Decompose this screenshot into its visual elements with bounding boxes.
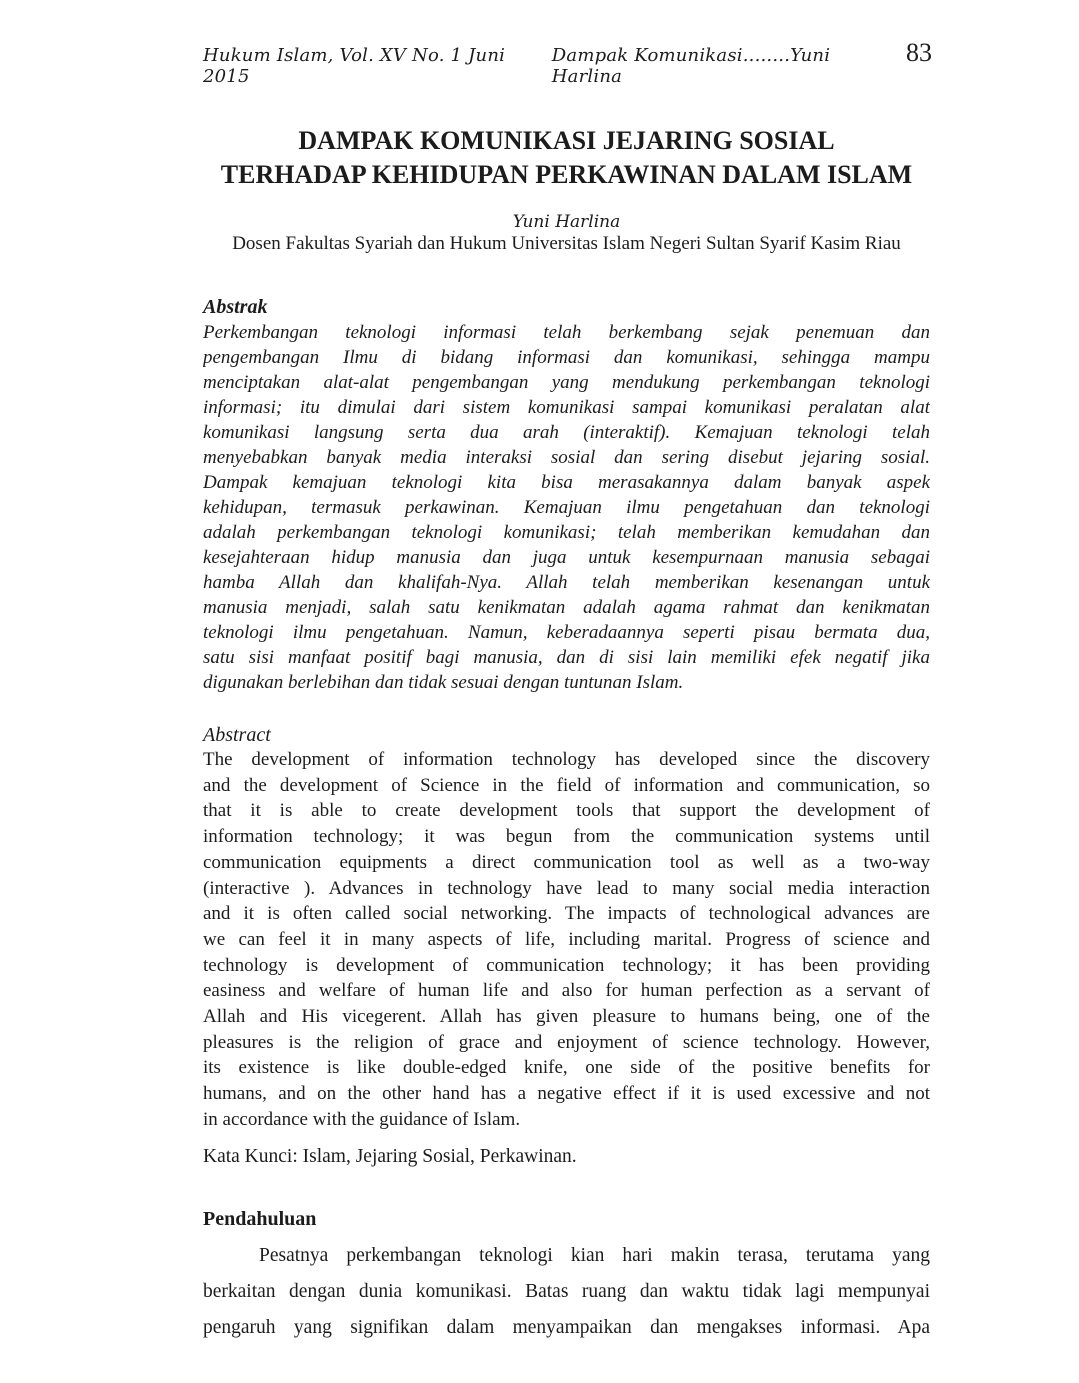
text-line: digunakan berlebihan dan tidak sesuai dengan tuntunan Islam.	[203, 672, 684, 693]
text-line: humans, and on the other hand has a negative effect if it is used excessive and not	[203, 1083, 930, 1105]
running-header	[203, 40, 932, 87]
journal-volume-header: Hukum Islam, Vol. XV No. 1 Juni 2015	[203, 45, 506, 87]
keywords: Kata Kunci: Islam, Jejaring Sosial, Perkawinan.	[203, 1146, 577, 1167]
text-line: pengaruh yang signifikan dalam menyampaikan dan mengakses informasi. Apa	[203, 1317, 930, 1338]
author-name: Yuni Harlina	[512, 212, 621, 232]
text-line: and the development of Science in the field of information and communication, so	[203, 774, 930, 796]
article-title-line2: TERHADAP KEHIDUPAN PERKAWINAN DALAM ISLAM	[220, 160, 913, 189]
text-line: The development of information technology has developed since the discovery	[203, 749, 930, 770]
text-line: (interactive ). Advances in technology have lead to many social media interaction	[203, 877, 930, 899]
abstrak-heading: Abstrak	[203, 296, 268, 318]
text-line: Perkembangan teknologi informasi telah berkembang sejak penemuan dan	[203, 322, 930, 343]
introduction-paragraph	[203, 1238, 930, 1346]
article-title-line1: DAMPAK KOMUNIKASI JEJARING SOSIAL	[298, 126, 835, 155]
text-line: satu sisi manfaat positif bagi manusia, dan di sisi lain memiliki efek negatif jika	[203, 647, 930, 668]
text-line: easiness and welfare of human life and also for human perfection as a servant of	[203, 980, 930, 1002]
text-line: kehidupan, termasuk perkawinan. Kemajuan ilmu pengetahuan dan teknologi	[203, 497, 930, 518]
abstrak-paragraph	[203, 320, 930, 695]
text-line: adalah perkembangan teknologi komunikasi; telah memberikan kemudahan dan	[203, 522, 930, 543]
section-heading-pendahuluan: Pendahuluan	[203, 1208, 317, 1230]
article-title	[203, 124, 930, 192]
text-line: pleasures is the religion of grace and enjoyment of science technology. However,	[203, 1031, 930, 1053]
text-line: manusia menjadi, salah satu kenikmatan adalah agama rahmat dan kenikmatan	[203, 597, 930, 618]
text-line: in accordance with the guidance of Islam.	[203, 1108, 521, 1130]
text-line: komunikasi langsung serta dua arah (interaktif). Kemajuan teknologi telah	[203, 422, 930, 443]
text-line: hamba Allah dan khalifah-Nya. Allah telah memberikan kesenangan untuk	[203, 572, 930, 593]
text-line: Pesatnya perkembangan teknologi kian hari makin terasa, terutama yang	[259, 1245, 930, 1266]
text-line: menyebabkan banyak media interaksi sosial dan sering disebut jejaring sosial.	[203, 447, 930, 468]
text-line: berkaitan dengan dunia komunikasi. Batas ruang dan waktu tidak lagi mempunyai	[203, 1281, 930, 1302]
abstract-paragraph	[203, 747, 930, 1133]
text-line: kesejahteraan hidup manusia dan juga untuk kesempurnaan manusia sebagai	[203, 547, 930, 568]
text-line: informasi; itu dimulai dari sistem komunikasi sampai komunikasi peralatan alat	[203, 397, 930, 418]
page-number: 83	[906, 38, 932, 67]
author-affiliation: Dosen Fakultas Syariah dan Hukum Universitas Islam Negeri Sultan Syarif Kasim Riau	[232, 233, 901, 254]
text-line: we can feel it in many aspects of life, including marital. Progress of science and	[203, 928, 930, 950]
running-title-block	[552, 40, 932, 87]
running-title: Dampak Komunikasi........Yuni Harlina	[551, 45, 831, 87]
text-line: that it is able to create development tools that support the development of	[203, 800, 930, 822]
abstract-heading: Abstract	[203, 724, 271, 746]
text-line: Dampak kemajuan teknologi kita bisa merasakannya dalam banyak aspek	[203, 472, 930, 493]
text-line: communication equipments a direct communication tool as well as a two-way	[203, 851, 930, 873]
text-line: technology is development of communication technology; it has been providing	[203, 954, 930, 976]
text-line: pengembangan Ilmu di bidang informasi dan komunikasi, sehingga mampu	[203, 347, 930, 368]
text-line: Allah and His vicegerent. Allah has given pleasure to humans being, one of the	[203, 1006, 930, 1028]
text-line: its existence is like double-edged knife, one side of the positive benefits for	[203, 1057, 930, 1079]
text-line: information technology; it was begun from the communication systems until	[203, 826, 930, 848]
text-line: menciptakan alat-alat pengembangan yang mendukung perkembangan teknologi	[203, 372, 930, 393]
text-line: and it is often called social networking. The impacts of technological advances are	[203, 903, 930, 925]
text-line: teknologi ilmu pengetahuan. Namun, keberadaannya seperti pisau bermata dua,	[203, 622, 930, 643]
